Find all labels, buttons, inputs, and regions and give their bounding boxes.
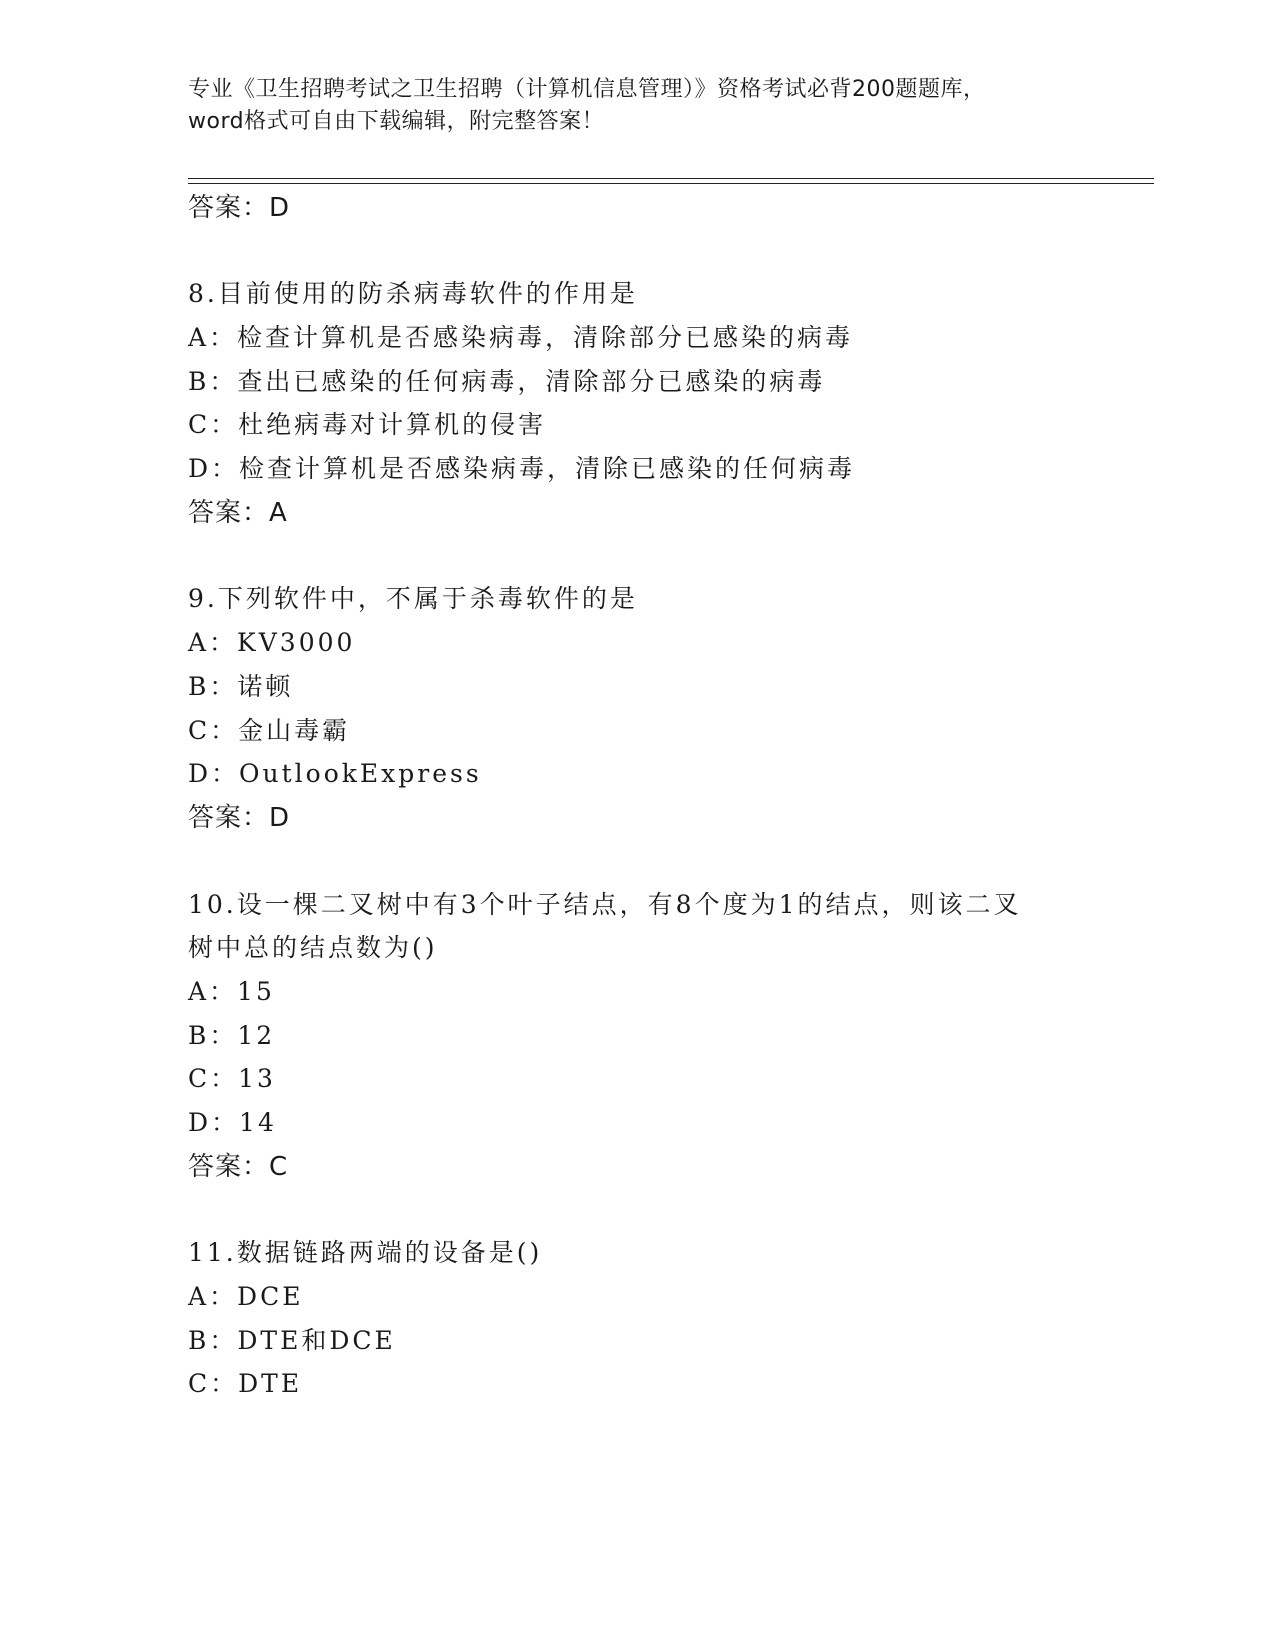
question-9-option-a: A：KV3000 (188, 628, 356, 657)
header-line-1: 专业《卫生招聘考试之卫生招聘（计算机信息管理）》资格考试必背200题题库， (188, 77, 986, 102)
question-8-option-b: B：查出已感染的任何病毒，清除部分已感染的病毒 (188, 367, 826, 396)
previous-answer: 答案：D (188, 193, 291, 223)
header-line-2: word格式可自由下载编辑，附完整答案！ (188, 109, 605, 134)
question-8-text: 8.目前使用的防杀病毒软件的作用是 (188, 279, 638, 308)
question-9-text: 9.下列软件中，不属于杀毒软件的是 (188, 584, 638, 613)
header-divider-bottom (188, 183, 1154, 184)
question-10-option-d: D：14 (188, 1108, 277, 1137)
question-8-option-d: D：检查计算机是否感染病毒，清除已感染的任何病毒 (188, 454, 856, 483)
question-11-option-c: C：DTE (188, 1369, 303, 1398)
question-10-text-line-1: 10.设一棵二叉树中有3个叶子结点，有8个度为1的结点，则该二叉 (188, 890, 1022, 919)
question-8-answer: 答案：A (188, 498, 288, 528)
question-10-option-b: B：12 (188, 1021, 276, 1050)
document-header (188, 74, 1088, 138)
question-10-option-c: C：13 (188, 1064, 276, 1093)
question-11-text: 11.数据链路两端的设备是() (188, 1238, 543, 1267)
question-10-text-line-2: 树中总的结点数为() (188, 933, 438, 962)
question-9-option-d: D：OutlookExpress (188, 759, 482, 788)
question-9-answer: 答案：D (188, 803, 291, 833)
question-9-option-b: B：诺顿 (188, 672, 294, 701)
question-9-option-c: C：金山毒霸 (188, 716, 351, 745)
question-11-option-a: A：DCE (188, 1282, 304, 1311)
question-8-option-a: A：检查计算机是否感染病毒，清除部分已感染的病毒 (188, 323, 854, 352)
header-divider-top (188, 178, 1154, 179)
question-8-option-c: C：杜绝病毒对计算机的侵害 (188, 410, 547, 439)
question-10-option-a: A：15 (188, 977, 275, 1006)
question-10-answer: 答案：C (188, 1152, 289, 1182)
question-11-option-b: B：DTE和DCE (188, 1326, 396, 1355)
